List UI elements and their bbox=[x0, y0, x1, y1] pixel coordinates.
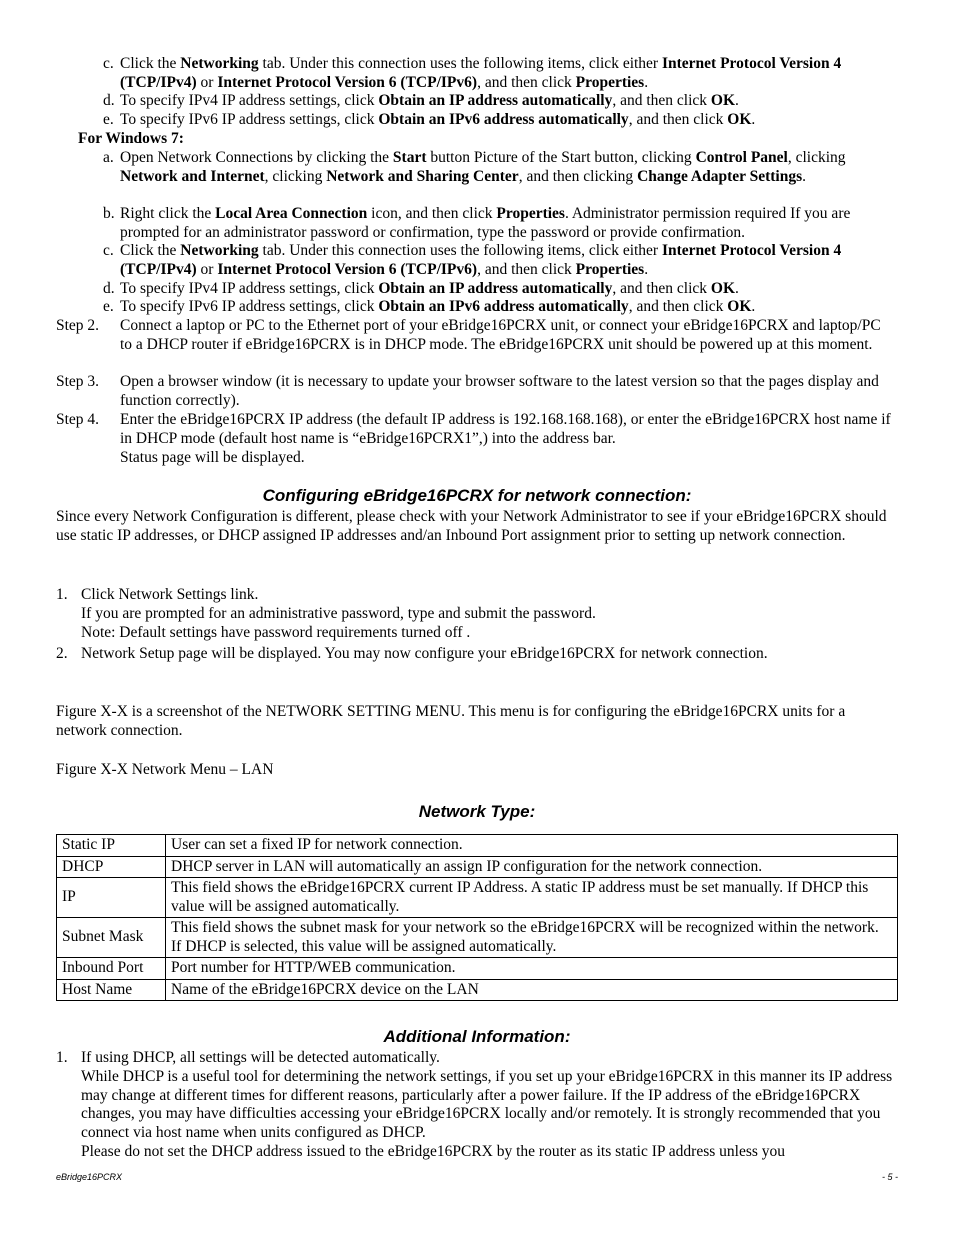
item-line: Network Setup page will be displayed. You may now configure your eBridge16PCRX for network connection. bbox=[81, 645, 768, 662]
item-text bbox=[81, 586, 896, 642]
item-line: If using DHCP, all settings will be detected automatically. bbox=[81, 1049, 440, 1066]
network-type-table bbox=[56, 834, 898, 1001]
step-text bbox=[120, 317, 896, 355]
item-text: To specify IPv4 IP address settings, click Obtain an IP address automatically, and then click OK. bbox=[120, 280, 739, 297]
item-text bbox=[81, 1049, 896, 1162]
item-number: 1. bbox=[56, 586, 68, 603]
item-line: While DHCP is a useful tool for determining the network settings, if you set up your eBridge16PCRX in this manner its IP address may change at different times for different reasons, particularly after a power failure. If the IP address of the eBridge16PCRX changes, you may have difficulties accessing your eBridge16PCRX locally and/or remotely. It is strongly recommended that you connect via host name when units configured as DHCP. bbox=[81, 1067, 893, 1142]
table-cell-field: DHCP bbox=[57, 856, 166, 878]
windows7-heading: For Windows 7: bbox=[78, 130, 184, 147]
step-label: Step 4. bbox=[56, 411, 100, 428]
item-text: Click the Networking tab. Under this connection uses the following items, click either Internet Protocol Version 4 (TCP/IPv4) or Internet Protocol Version 6 (TCP/IPv6), and then click Properties. bbox=[120, 242, 842, 278]
item-text bbox=[81, 645, 896, 664]
table-cell-description: This field shows the subnet mask for your network so the eBridge16PCRX will be recognized within the network. If DHCP is selected, this value will be assigned automatically. bbox=[166, 918, 898, 958]
item-text: Click the Networking tab. Under this connection uses the following items, click either Internet Protocol Version 4 (TCP/IPv4) or Internet Protocol Version 6 (TCP/IPv6), and then click Properties. bbox=[120, 55, 842, 91]
table-row bbox=[57, 918, 898, 958]
item-number: 1. bbox=[56, 1049, 68, 1066]
step-label: Step 3. bbox=[56, 373, 100, 390]
table-cell-field: Inbound Port bbox=[57, 958, 166, 980]
step-text-main: Open a browser window (it is necessary to update your browser software to the latest version so that the pages display and function correctly). bbox=[120, 373, 879, 409]
section-title-configuring: Configuring eBridge16PCRX for network connection: bbox=[262, 486, 692, 505]
item-text: To specify IPv6 IP address settings, click Obtain an IPv6 address automatically, and then click OK. bbox=[120, 111, 756, 128]
step-text-main: Connect a laptop or PC to the Ethernet port of your eBridge16PCRX unit, or connect your eBridge16PCRX and laptop/PC to a DHCP router if eBridge16PCRX is in DHCP mode. The eBridge16PCRX unit should be powered up at this moment. bbox=[120, 317, 881, 353]
table-row bbox=[57, 856, 898, 878]
item-text: To specify IPv4 IP address settings, click Obtain an IP address automatically, and then click OK. bbox=[120, 92, 739, 109]
section-title-additional-info: Additional Information: bbox=[383, 1027, 571, 1046]
table-cell-description: This field shows the eBridge16PCRX current IP Address. A static IP address must be set manually. If DHCP this value will be assigned automatically. bbox=[166, 878, 898, 918]
item-number: 2. bbox=[56, 645, 68, 662]
table-cell-field: IP bbox=[57, 878, 166, 918]
table-row bbox=[57, 878, 898, 918]
item-letter: e. bbox=[103, 298, 114, 315]
step-text-result: Status page will be displayed. bbox=[120, 448, 305, 466]
figure-caption: Figure X-X Network Menu – LAN bbox=[56, 761, 274, 778]
section-title-network-type: Network Type: bbox=[418, 802, 536, 821]
table-cell-description: Name of the eBridge16PCRX device on the LAN bbox=[166, 979, 898, 1001]
table-cell-description: Port number for HTTP/WEB communication. bbox=[166, 958, 898, 980]
table-row bbox=[57, 835, 898, 857]
config-intro-paragraph: Since every Network Configuration is different, please check with your Network Administrator to see if your eBridge16PCRX should use static IP addresses, or DHCP assigned IP addresses and/an Inbound Port assignment prior to setting up network connection. bbox=[56, 508, 887, 544]
table-row bbox=[57, 979, 898, 1001]
table-cell-field: Subnet Mask bbox=[57, 918, 166, 958]
table-cell-description: User can set a fixed IP for network connection. bbox=[166, 835, 898, 857]
step-text bbox=[120, 373, 896, 411]
item-letter: a. bbox=[103, 149, 114, 166]
footer-page-number: - 5 - bbox=[881, 1172, 898, 1182]
table-cell-field: Static IP bbox=[57, 835, 166, 857]
item-text: To specify IPv6 IP address settings, click Obtain an IPv6 address automatically, and then click OK. bbox=[120, 298, 756, 315]
item-line: If you are prompted for an administrative password, type and submit the password. bbox=[81, 604, 596, 622]
table-row bbox=[57, 958, 898, 980]
item-line: Please do not set the DHCP address issued to the eBridge16PCRX by the router as its static IP address unless you bbox=[81, 1142, 786, 1160]
step-text bbox=[120, 411, 896, 467]
figure-description: Figure X-X is a screenshot of the NETWORK SETTING MENU. This menu is for configuring the eBridge16PCRX units for a network connection. bbox=[56, 703, 846, 739]
footer-product-name: eBridge16PCRX bbox=[56, 1172, 123, 1182]
table-cell-field: Host Name bbox=[57, 979, 166, 1001]
table-cell-description: DHCP server in LAN will automatically an assign IP configuration for the network connection. bbox=[166, 856, 898, 878]
item-letter: d. bbox=[103, 92, 115, 109]
step-label: Step 2. bbox=[56, 317, 100, 334]
item-text: Right click the Local Area Connection icon, and then click Properties. Administrator permission required If you are prompted for an administrator password or confirmation, type the password or provide confirmation. bbox=[120, 205, 851, 241]
item-line: Click Network Settings link. bbox=[81, 586, 259, 603]
item-letter: e. bbox=[103, 111, 114, 128]
item-letter: d. bbox=[103, 280, 115, 297]
item-letter: c. bbox=[103, 242, 114, 259]
item-text: Open Network Connections by clicking the Start button Picture of the Start button, clicking Control Panel, clicking Network and Internet, clicking Network and Sharing Center, and then clicking Change Adapter Settings. bbox=[120, 149, 846, 185]
item-letter: b. bbox=[103, 205, 115, 222]
item-letter: c. bbox=[103, 55, 114, 72]
item-line: Note: Default settings have password requirements turned off . bbox=[81, 623, 471, 641]
step-text-main: Enter the eBridge16PCRX IP address (the default IP address is 192.168.168.168), or enter the eBridge16PCRX host name if in DHCP mode (default host name is “eBridge16PCRX1”,) into the address bar. bbox=[120, 411, 891, 447]
